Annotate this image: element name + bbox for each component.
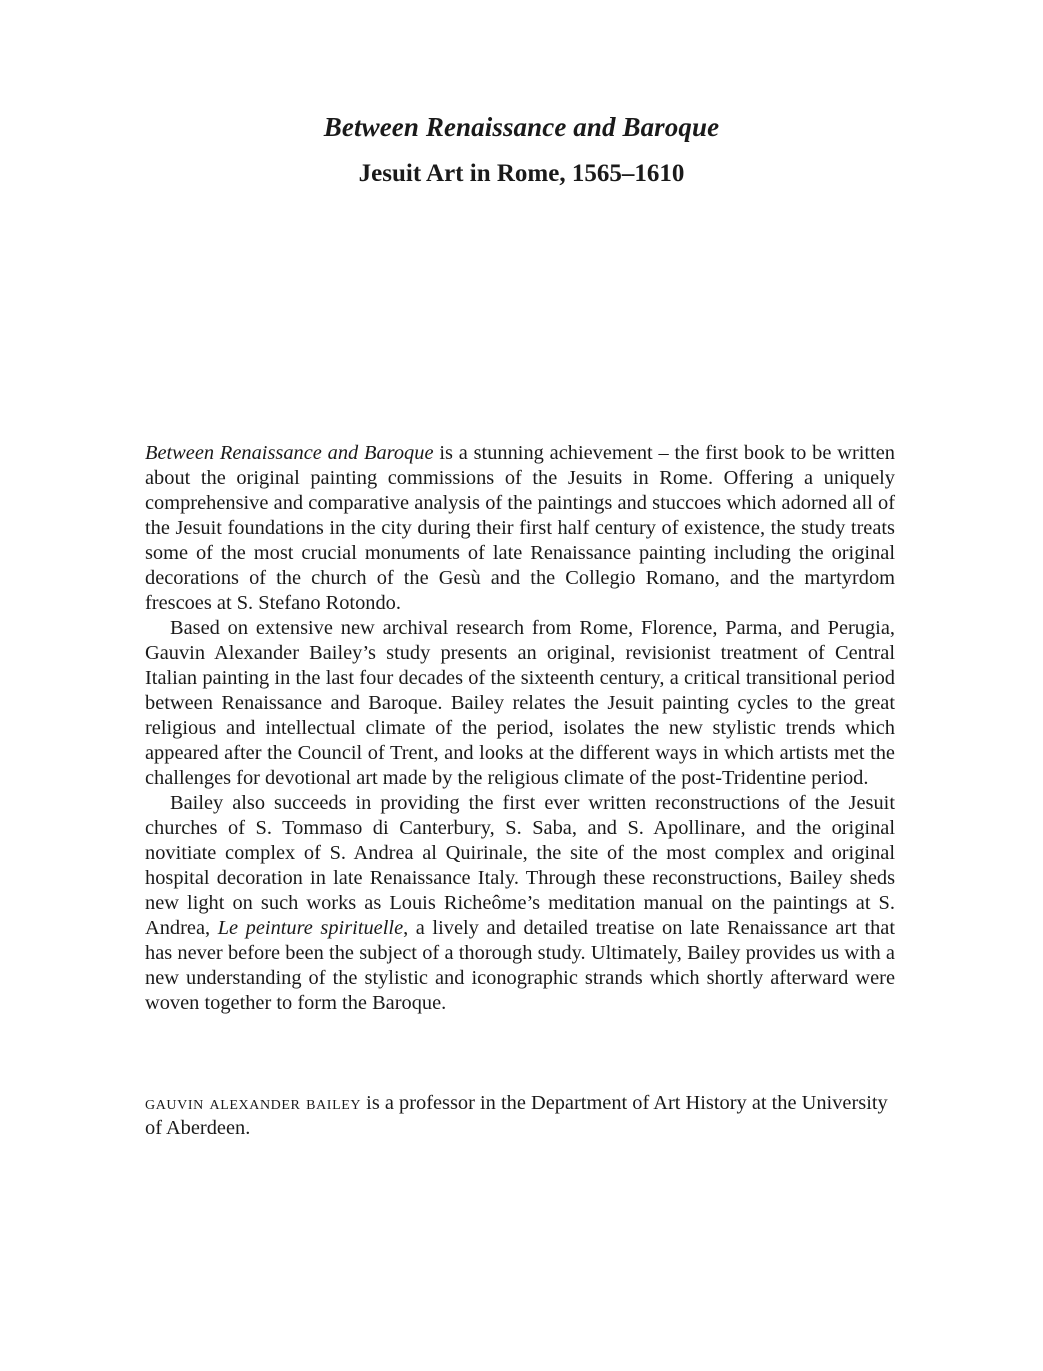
paragraph-1-text: is a stunning achievement – the first book to be written about the original painting commissions of the Jesuits in Rome. Offering a uniquely comprehensive and comparative analysis of the paintings and stuccoes which adorned all of the Jesuit foundations in the city during their first half century of existence, the study treats some of the most crucial monuments of late Renaissance painting including the original decorations of the church of the Gesù and the Collegio Romano, and the martyrdom frescoes at S. Stefano Rotondo. bbox=[145, 442, 895, 614]
paragraph-3-text-after: , a lively and detailed treatise on late Renaissance art that has never before been the subject of a thorough study. Ultimately, Bailey provides us with a new understanding of the stylistic and iconographic strands which shortly afterward were woven together to form the Baroque. bbox=[145, 917, 896, 1014]
paragraph-2-text: Based on extensive new archival research from Rome, Florence, Parma, and Perugia, Gauvin Alexander Bailey’s study presents an original, revisionist treatment of Central Italian painting in the last four decades of the sixteenth century, a critical transitional period between Renaissance and Baroque. Bailey relates the Jesuit painting cycles to the great religious and intellectual climate of the period, isolates the new stylistic trends which appeared after the Council of Trent, and looks at the different ways in which artists met the challenges for devotional art made by the religious climate of the post-Tridentine period. bbox=[145, 617, 895, 789]
paragraph-3-text-before: Bailey also succeeds in providing the first ever written reconstructions of the Jesuit churches of S. Tommaso di Canterbury, S. Saba, and S. Apollinare, and the original novitiate complex of S. Andrea al Quirinale, the site of the most complex and original hospital decoration in late Renaissance Italy. Through these reconstructions, Bailey sheds new light on such works as Louis Richeôme’s meditation manual on the paintings at S. Andrea, bbox=[145, 792, 895, 939]
author-name: gauvin alexander bailey bbox=[145, 1092, 362, 1114]
author-note bbox=[145, 1091, 895, 1141]
book-subtitle: Jesuit Art in Rome, 1565–1610 bbox=[358, 160, 685, 187]
author-note-text: is a professor in the Department of Art History at the University of Aberdeen. bbox=[145, 1092, 888, 1139]
paragraph-1 bbox=[145, 441, 895, 616]
paragraph-1-italic-title: Between Renaissance and Baroque bbox=[145, 442, 434, 464]
paragraph-3 bbox=[145, 791, 895, 1016]
paragraph-3-italic-work-title: Le peinture spirituelle bbox=[217, 917, 404, 939]
paragraph-2 bbox=[145, 616, 895, 791]
description-body bbox=[145, 441, 895, 1016]
book-title: Between Renaissance and Baroque bbox=[323, 112, 720, 142]
